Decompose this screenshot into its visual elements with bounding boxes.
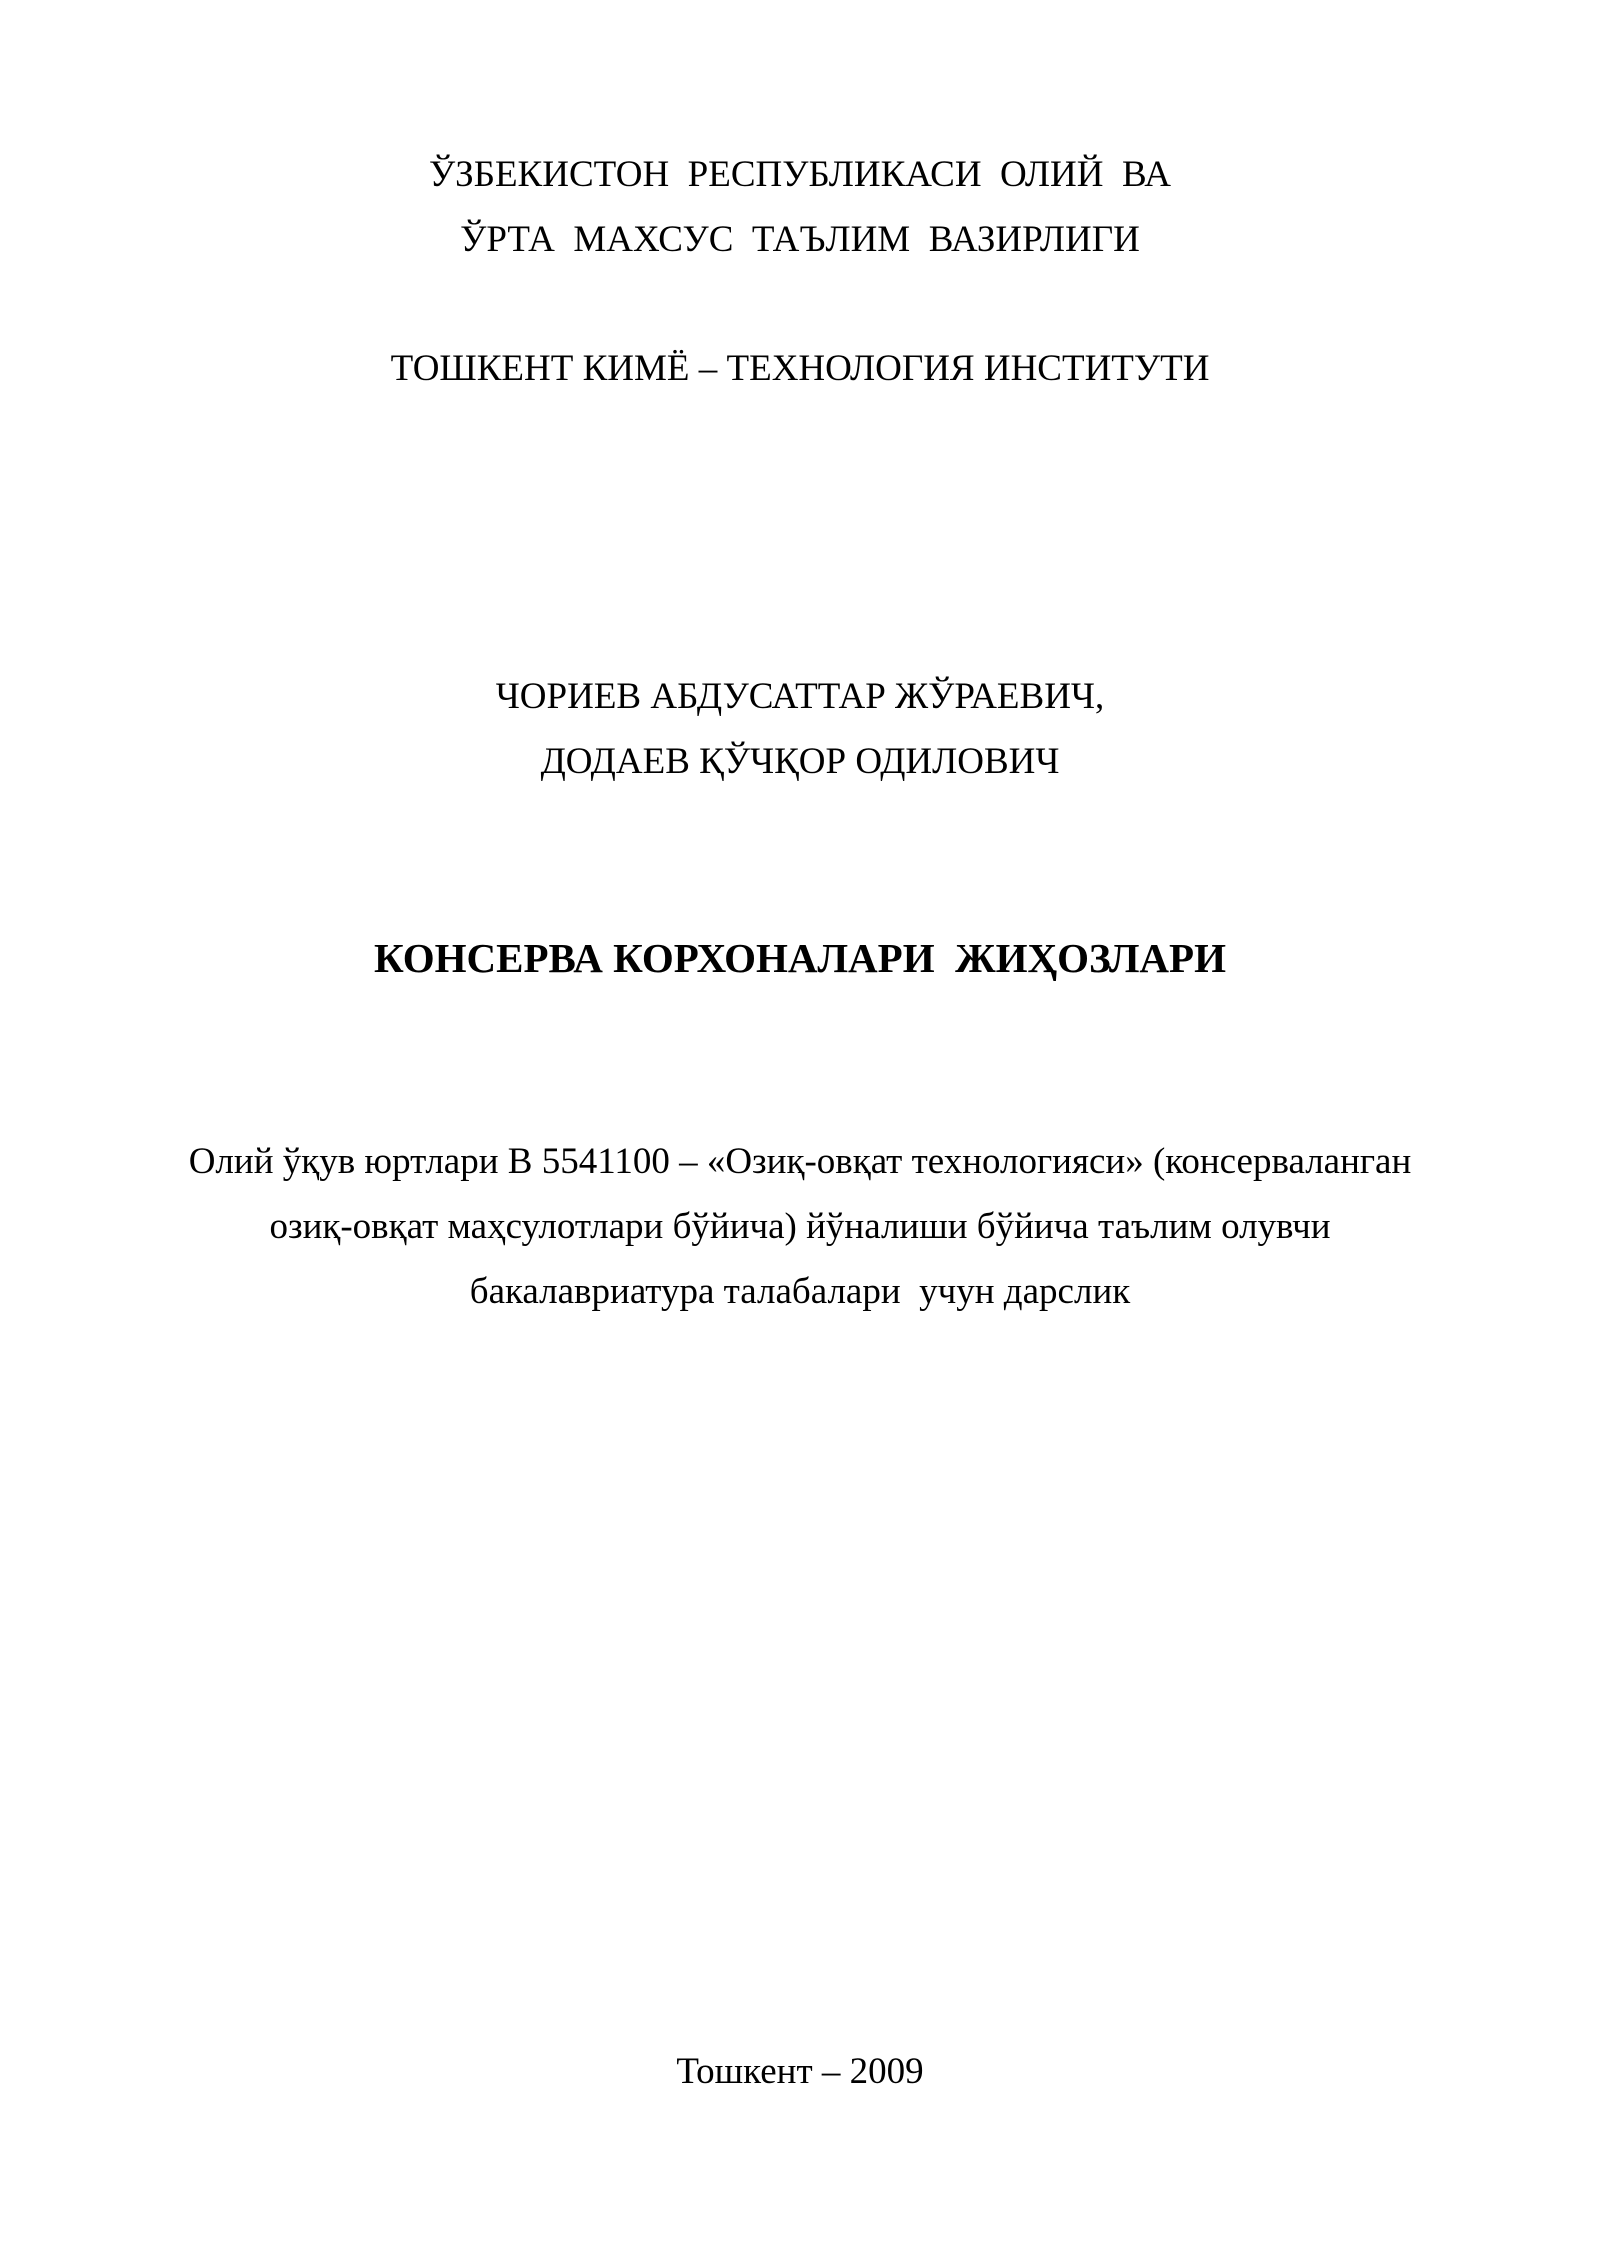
author-2: ДОДАЕВ ҚЎЧҚОР ОДИЛОВИЧ bbox=[540, 741, 1060, 782]
ministry-line-2: ЎРТА МАХСУС ТАЪЛИМ ВАЗИРЛИГИ bbox=[460, 219, 1140, 260]
document-title: КОНСЕРВА КОРХОНАЛАРИ ЖИҲОЗЛАРИ bbox=[374, 935, 1226, 981]
description-line-3: бакалавриатура талабалари учун дарслик bbox=[469, 1271, 1131, 1312]
ministry-line-1: ЎЗБЕКИСТОН РЕСПУБЛИКАСИ ОЛИЙ ВА bbox=[428, 154, 1172, 195]
institute-name: ТОШКЕНТ КИМЁ – ТЕХНОЛОГИЯ ИНСТИТУТИ bbox=[390, 348, 1210, 389]
place-and-year: Тошкент – 2009 bbox=[676, 2051, 924, 2092]
author-1: ЧОРИЕВ АБДУСАТТАР ЖЎРАЕВИЧ, bbox=[495, 676, 1105, 717]
description-line-2: озиқ-овқат маҳсулотлари бўйича) йўналиши бўйича таълим олувчи bbox=[269, 1206, 1331, 1247]
description-line-1: Олий ўқув юртлари В 5541100 – «Озиқ-овқат технологияси» (консерваланган bbox=[188, 1141, 1412, 1182]
